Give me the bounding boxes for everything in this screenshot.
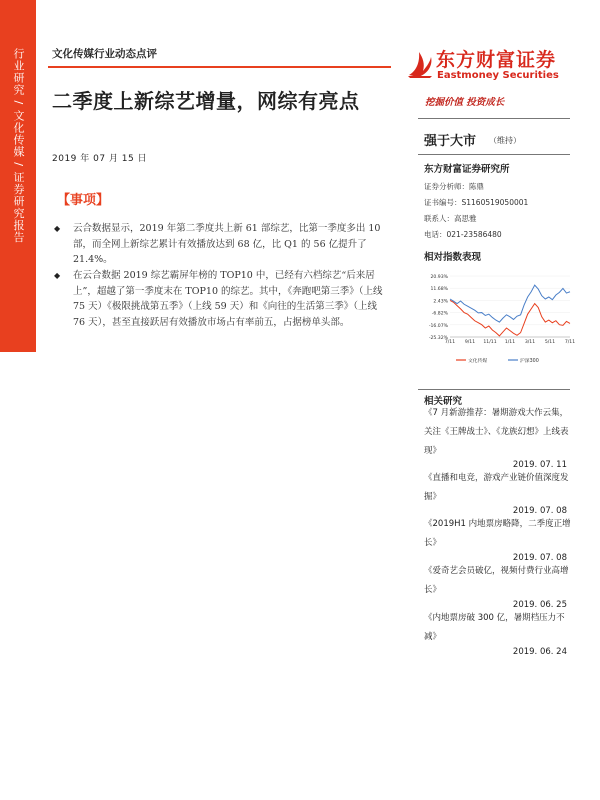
bullet-text: 在云合数据 2019 综艺霸屏年榜的 TOP10 中，已经有六档综艺“后来居上”，超越了第一季度末在 TOP10 的综艺。其中，《奔跑吧第三季》（上线 75 天）《极限挑战第五季》（上线 59 天）和《向往的生活第三季》（上线 76 天），甚至直接跃居有效播放市场占有率前五，占据榜单头部。	[73, 270, 383, 328]
legend-label: 文化传媒	[468, 359, 488, 364]
diamond-bullet-icon: ◆	[54, 271, 61, 280]
y-tick-label: 11.68%	[430, 287, 448, 293]
related-report-title[interactable]: 《7 月新游推荐：暑期游戏大作云集，关注《王牌战士》、《龙族幻想》上线表现》	[424, 408, 569, 456]
x-tick-label: 9/11	[464, 340, 476, 345]
rating-divider-bottom	[418, 154, 570, 155]
sidebar-category-text: 行业研究 / 文化传媒 / 证券研究报告	[12, 48, 25, 244]
rating-value: 强于大市	[424, 134, 477, 149]
related-report-date: 2019. 06. 24	[512, 647, 567, 657]
x-tick-label: 7/11	[444, 340, 456, 345]
bullet-item	[56, 221, 391, 268]
related-report-title[interactable]: 《直播和电竞，游戏产业链价值深度发掘》	[424, 473, 569, 502]
bullet-text: 云合数据显示，2019 年第二季度共上新 61 部综艺，比第一季度多出 10 部，而全网上新综艺累计有效播放达到 68 亿，比 Q1 的 56 亿提升了 21.4%。	[73, 223, 381, 265]
legend-label: 沪深300	[520, 359, 539, 364]
report-type-label: 文化传媒行业动态点评	[52, 48, 157, 60]
title-divider	[48, 66, 391, 68]
rating-note: （维持）	[489, 136, 521, 145]
research-divider	[418, 389, 570, 390]
series-line-1	[450, 285, 570, 322]
related-report-date: 2019. 07. 08	[512, 506, 567, 516]
series-line-0	[450, 300, 570, 335]
brand-name-en: Eastmoney Securities	[437, 70, 559, 81]
x-tick-label: 7/11	[564, 340, 576, 345]
contact-phone: 电话：021-23586480	[424, 230, 502, 239]
related-report-title[interactable]: 《2019H1 内地票房略降，二季度正增长》	[424, 519, 571, 548]
y-tick-label: -16.07%	[428, 323, 448, 329]
brand-slogan: 挖掘价值 投资成长	[425, 97, 505, 108]
contact-person: 联系人：高思雅	[424, 214, 477, 223]
related-report-title[interactable]: 《爱奇艺会员破亿，视频付费行业高增长》	[424, 566, 569, 595]
page-title: 二季度上新综艺增量，网综有亮点	[52, 89, 360, 113]
section-heading: 【事项】	[57, 193, 110, 208]
y-tick-label: 20.93%	[430, 275, 448, 280]
x-tick-label: 3/11	[524, 340, 536, 345]
related-report-date: 2019. 07. 08	[512, 553, 567, 563]
x-tick-label: 11/11	[483, 340, 497, 345]
analyst-name: 证券分析师：陈鼎	[424, 182, 484, 191]
relative-index-chart	[418, 262, 578, 372]
y-tick-label: 2.43%	[433, 299, 448, 305]
brand-name-cn: 东方财富证券	[436, 49, 557, 71]
related-report-date: 2019. 06. 25	[512, 600, 567, 610]
related-report-title[interactable]: 《内地票房破 300 亿，暑期档压力不减》	[424, 613, 565, 642]
y-tick-label: -6.82%	[431, 311, 448, 317]
institute-name: 东方财富证券研究所	[424, 164, 510, 175]
sidebar-band	[0, 0, 36, 352]
related-report-date: 2019. 07. 11	[512, 460, 567, 470]
x-tick-label: 5/11	[544, 340, 556, 345]
rating-divider-top	[418, 118, 570, 119]
eastmoney-logo-icon	[406, 49, 434, 79]
chart-title: 相对指数表现	[424, 252, 482, 263]
certificate-number: 证书编号：S1160519050001	[424, 198, 529, 207]
x-tick-label: 1/11	[504, 340, 516, 345]
bullet-item	[56, 268, 391, 330]
related-research-heading: 相关研究	[424, 396, 463, 407]
diamond-bullet-icon: ◆	[54, 224, 61, 233]
y-tick-label: -25.32%	[428, 336, 448, 341]
report-date: 2019 年 07 月 15 日	[52, 154, 148, 164]
